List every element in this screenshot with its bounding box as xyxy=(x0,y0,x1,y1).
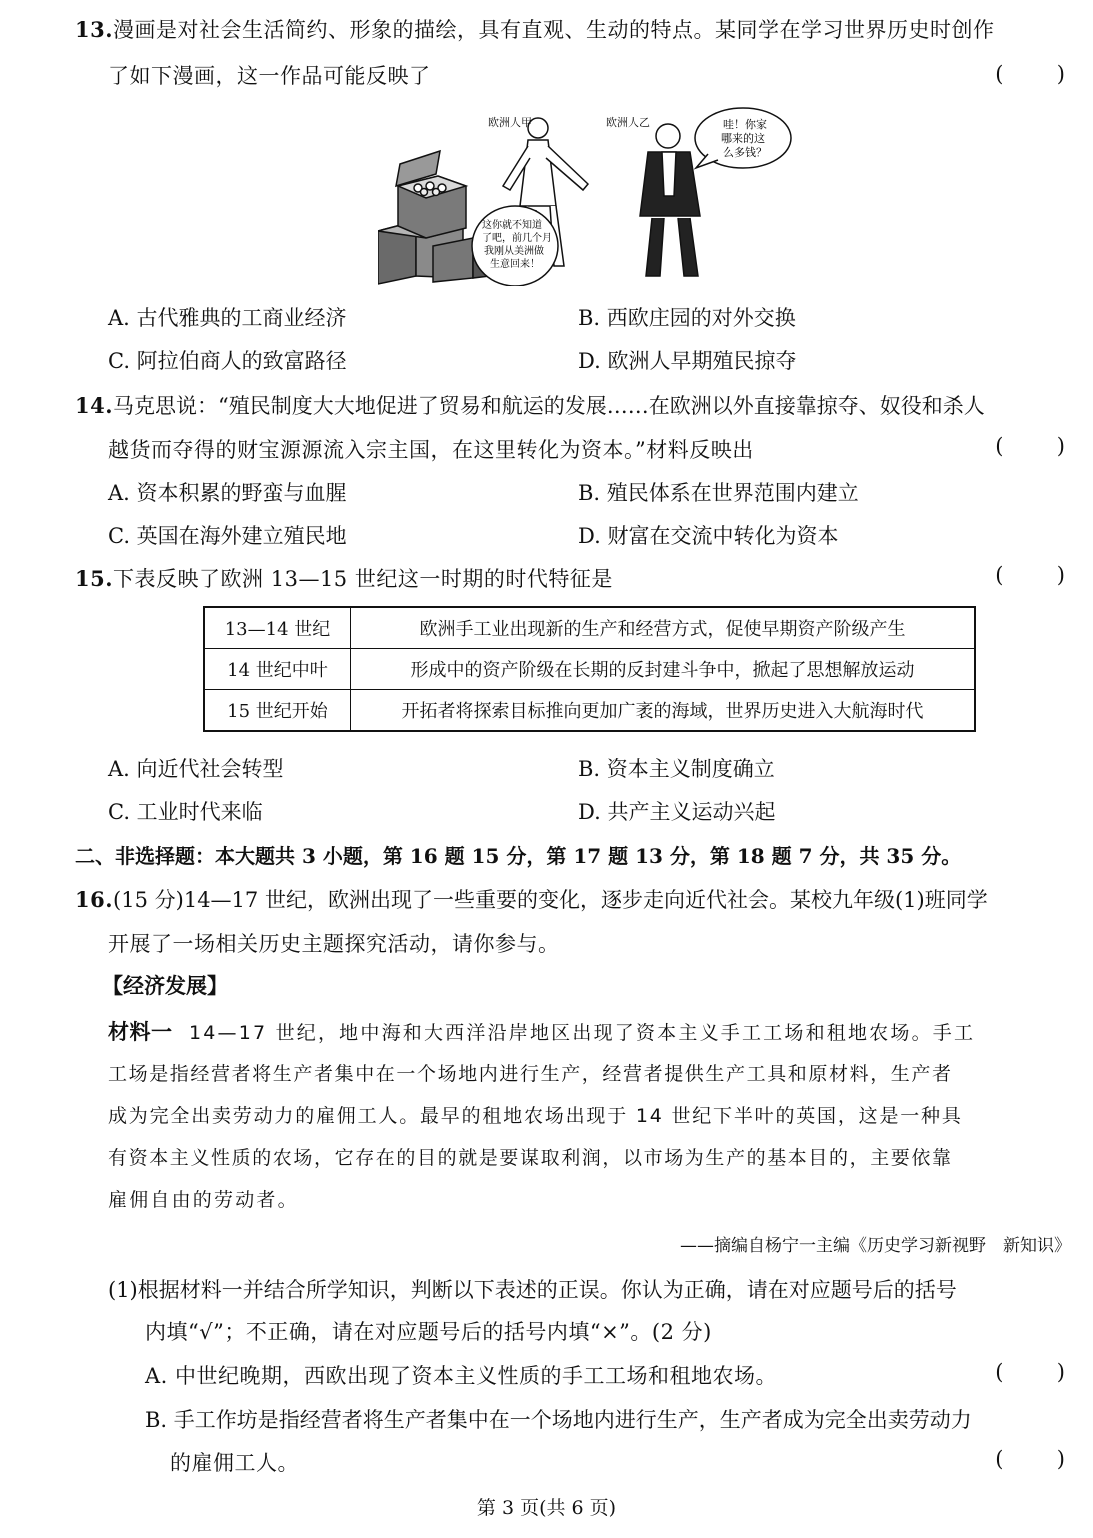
q14-option-b[interactable]: B. 殖民体系在世界范围内建立 xyxy=(578,481,859,505)
q13-stem-line2: 了如下漫画，这一作品可能反映了 xyxy=(108,64,431,88)
speech-bubble-b xyxy=(695,108,791,168)
q15-option-c[interactable]: C. 工业时代来临 xyxy=(108,800,263,824)
table-row xyxy=(204,649,975,690)
table-cell-event: 开拓者将探索目标推向更加广袤的海域，世界历史进入大航海时代 xyxy=(351,690,976,732)
q15-history-table xyxy=(203,606,976,732)
european-b-figure xyxy=(640,124,700,276)
table-cell-period: 15 世纪开始 xyxy=(204,690,351,732)
material-one-text-line5: 雇佣自由的劳动者。 xyxy=(108,1189,299,1211)
q16-item-a: A. 中世纪晚期，西欧出现了资本主义性质的手工工场和租地农场。 xyxy=(145,1364,778,1388)
q16-item-b-line1: B. 手工作坊是指经营者将生产者集中在一个场地内进行生产，生产者成为完全出卖劳动力 xyxy=(145,1408,972,1432)
label-european-a: 欧洲人甲 xyxy=(488,116,532,129)
q16-item-a-paren[interactable]: ( ) xyxy=(995,1360,1065,1384)
bubble-b-line1: 哇！你家 xyxy=(723,118,767,131)
label-european-b: 欧洲人乙 xyxy=(606,116,650,129)
q16-line1 xyxy=(75,884,1071,914)
q15-line1 xyxy=(75,563,1071,593)
colonial-cartoon-image xyxy=(378,106,808,286)
q16-sub1-line1: (1)根据材料一并结合所学知识，判断以下表述的正误。你认为正确，请在对应题号后的括号 xyxy=(108,1278,957,1302)
q13-number: 13. xyxy=(75,17,114,42)
table-cell-period: 13—14 世纪 xyxy=(204,607,351,649)
q14-option-a[interactable]: A. 资本积累的野蛮与血腥 xyxy=(108,481,347,505)
table-cell-event: 形成中的资产阶级在长期的反封建斗争中，掀起了思想解放运动 xyxy=(351,649,976,690)
q15-option-d[interactable]: D. 共产主义运动兴起 xyxy=(578,800,776,824)
bubble-a-line1: 这你就不知道 xyxy=(482,220,542,231)
q13-option-a[interactable]: A. 古代雅典的工商业经济 xyxy=(108,306,347,330)
q15-option-a[interactable]: A. 向近代社会转型 xyxy=(108,757,284,781)
q16-stem-line2: 开展了一场相关历史主题探究活动，请你参与。 xyxy=(108,932,560,956)
material-one-line1 xyxy=(108,1016,975,1046)
material-one-text-line4: 有资本主义性质的农场，它存在的目的就是要谋取利润，以市场为生产的基本目的，主要依靠 xyxy=(108,1147,953,1169)
treasure-chest-icon xyxy=(378,151,490,284)
q13-option-b[interactable]: B. 西欧庄园的对外交换 xyxy=(578,306,796,330)
bubble-b-line2: 哪来的这 xyxy=(721,132,765,145)
q15-stem: 下表反映了欧洲 13—15 世纪这一时期的时代特征是 xyxy=(113,567,613,591)
q14-line1 xyxy=(75,390,1071,420)
material-one-text-line3: 成为完全出卖劳动力的雇佣工人。最早的租地农场出现于 14 世纪下半叶的英国，这是一种具 xyxy=(108,1105,963,1127)
q13-option-c[interactable]: C. 阿拉伯商人的致富路径 xyxy=(108,349,347,373)
q14-stem-line1: 马克思说：“殖民制度大大地促进了贸易和航运的发展……在欧洲以外直接靠掠夺、奴役和杀人 xyxy=(113,394,985,418)
section2-heading: 二、非选择题：本大题共 3 小题，第 16 题 15 分，第 17 题 13 分，第 18 题 7 分，共 35 分。 xyxy=(75,844,962,868)
bubble-a-line4: 生意回来！ xyxy=(490,259,540,270)
q14-option-c[interactable]: C. 英国在海外建立殖民地 xyxy=(108,524,347,548)
material-one-text-line2: 工场是指经营者将生产者集中在一个场地内进行生产，经营者提供生产工具和原材料，生产者 xyxy=(108,1063,953,1085)
q13-line1 xyxy=(75,14,1071,44)
q14-stem-line2: 越货而夺得的财宝源源流入宗主国，在这里转化为资本。”材料反映出 xyxy=(108,438,754,462)
speech-bubble-a xyxy=(472,206,558,286)
q14-option-d[interactable]: D. 财富在交流中转化为资本 xyxy=(578,524,839,548)
q15-answer-paren: ( ) xyxy=(995,563,1065,587)
q16-section-heading: 【经济发展】 xyxy=(102,973,228,998)
table-row xyxy=(204,607,975,649)
material-source: ——摘编自杨宁一主编《历史学习新视野 新知识》 xyxy=(680,1236,1071,1256)
q16-item-b-paren[interactable]: ( ) xyxy=(995,1447,1065,1471)
q16-item-b-line2: 的雇佣工人。 xyxy=(170,1451,299,1475)
table-row xyxy=(204,690,975,732)
q16-number: 16. xyxy=(75,887,114,912)
material-one-text-line1: 14—17 世纪，地中海和大西洋沿岸地区出现了资本主义手工工场和租地农场。手工 xyxy=(188,1022,976,1044)
material-one-label: 材料一 xyxy=(108,1019,173,1044)
q15-number: 15. xyxy=(75,566,114,591)
q13-option-d[interactable]: D. 欧洲人早期殖民掠夺 xyxy=(578,349,797,373)
q15-option-b[interactable]: B. 资本主义制度确立 xyxy=(578,757,775,781)
page-footer: 第 3 页(共 6 页) xyxy=(476,1497,617,1519)
bubble-a-line2: 了吧，前几个月 xyxy=(482,233,552,244)
q13-stem-line1: 漫画是对社会生活简约、形象的描绘，具有直观、生动的特点。某同学在学习世界历史时创作 xyxy=(113,18,995,42)
q13-answer-paren: ( ) xyxy=(995,62,1065,86)
q16-sub1-line2: 内填“√”；不正确，请在对应题号后的括号内填“×”。(2 分) xyxy=(145,1320,712,1344)
bubble-b-line3: 么多钱？ xyxy=(723,146,767,159)
q14-number: 14. xyxy=(75,393,114,418)
q14-answer-paren: ( ) xyxy=(995,434,1065,458)
table-cell-event: 欧洲手工业出现新的生产和经营方式，促使早期资产阶级产生 xyxy=(351,607,976,649)
q16-stem-line1: (15 分)14—17 世纪，欧洲出现了一些重要的变化，逐步走向近代社会。某校九年级(1)班同学 xyxy=(113,888,988,912)
bubble-a-line3: 我刚从美洲做 xyxy=(484,246,544,257)
table-cell-period: 14 世纪中叶 xyxy=(204,649,351,690)
